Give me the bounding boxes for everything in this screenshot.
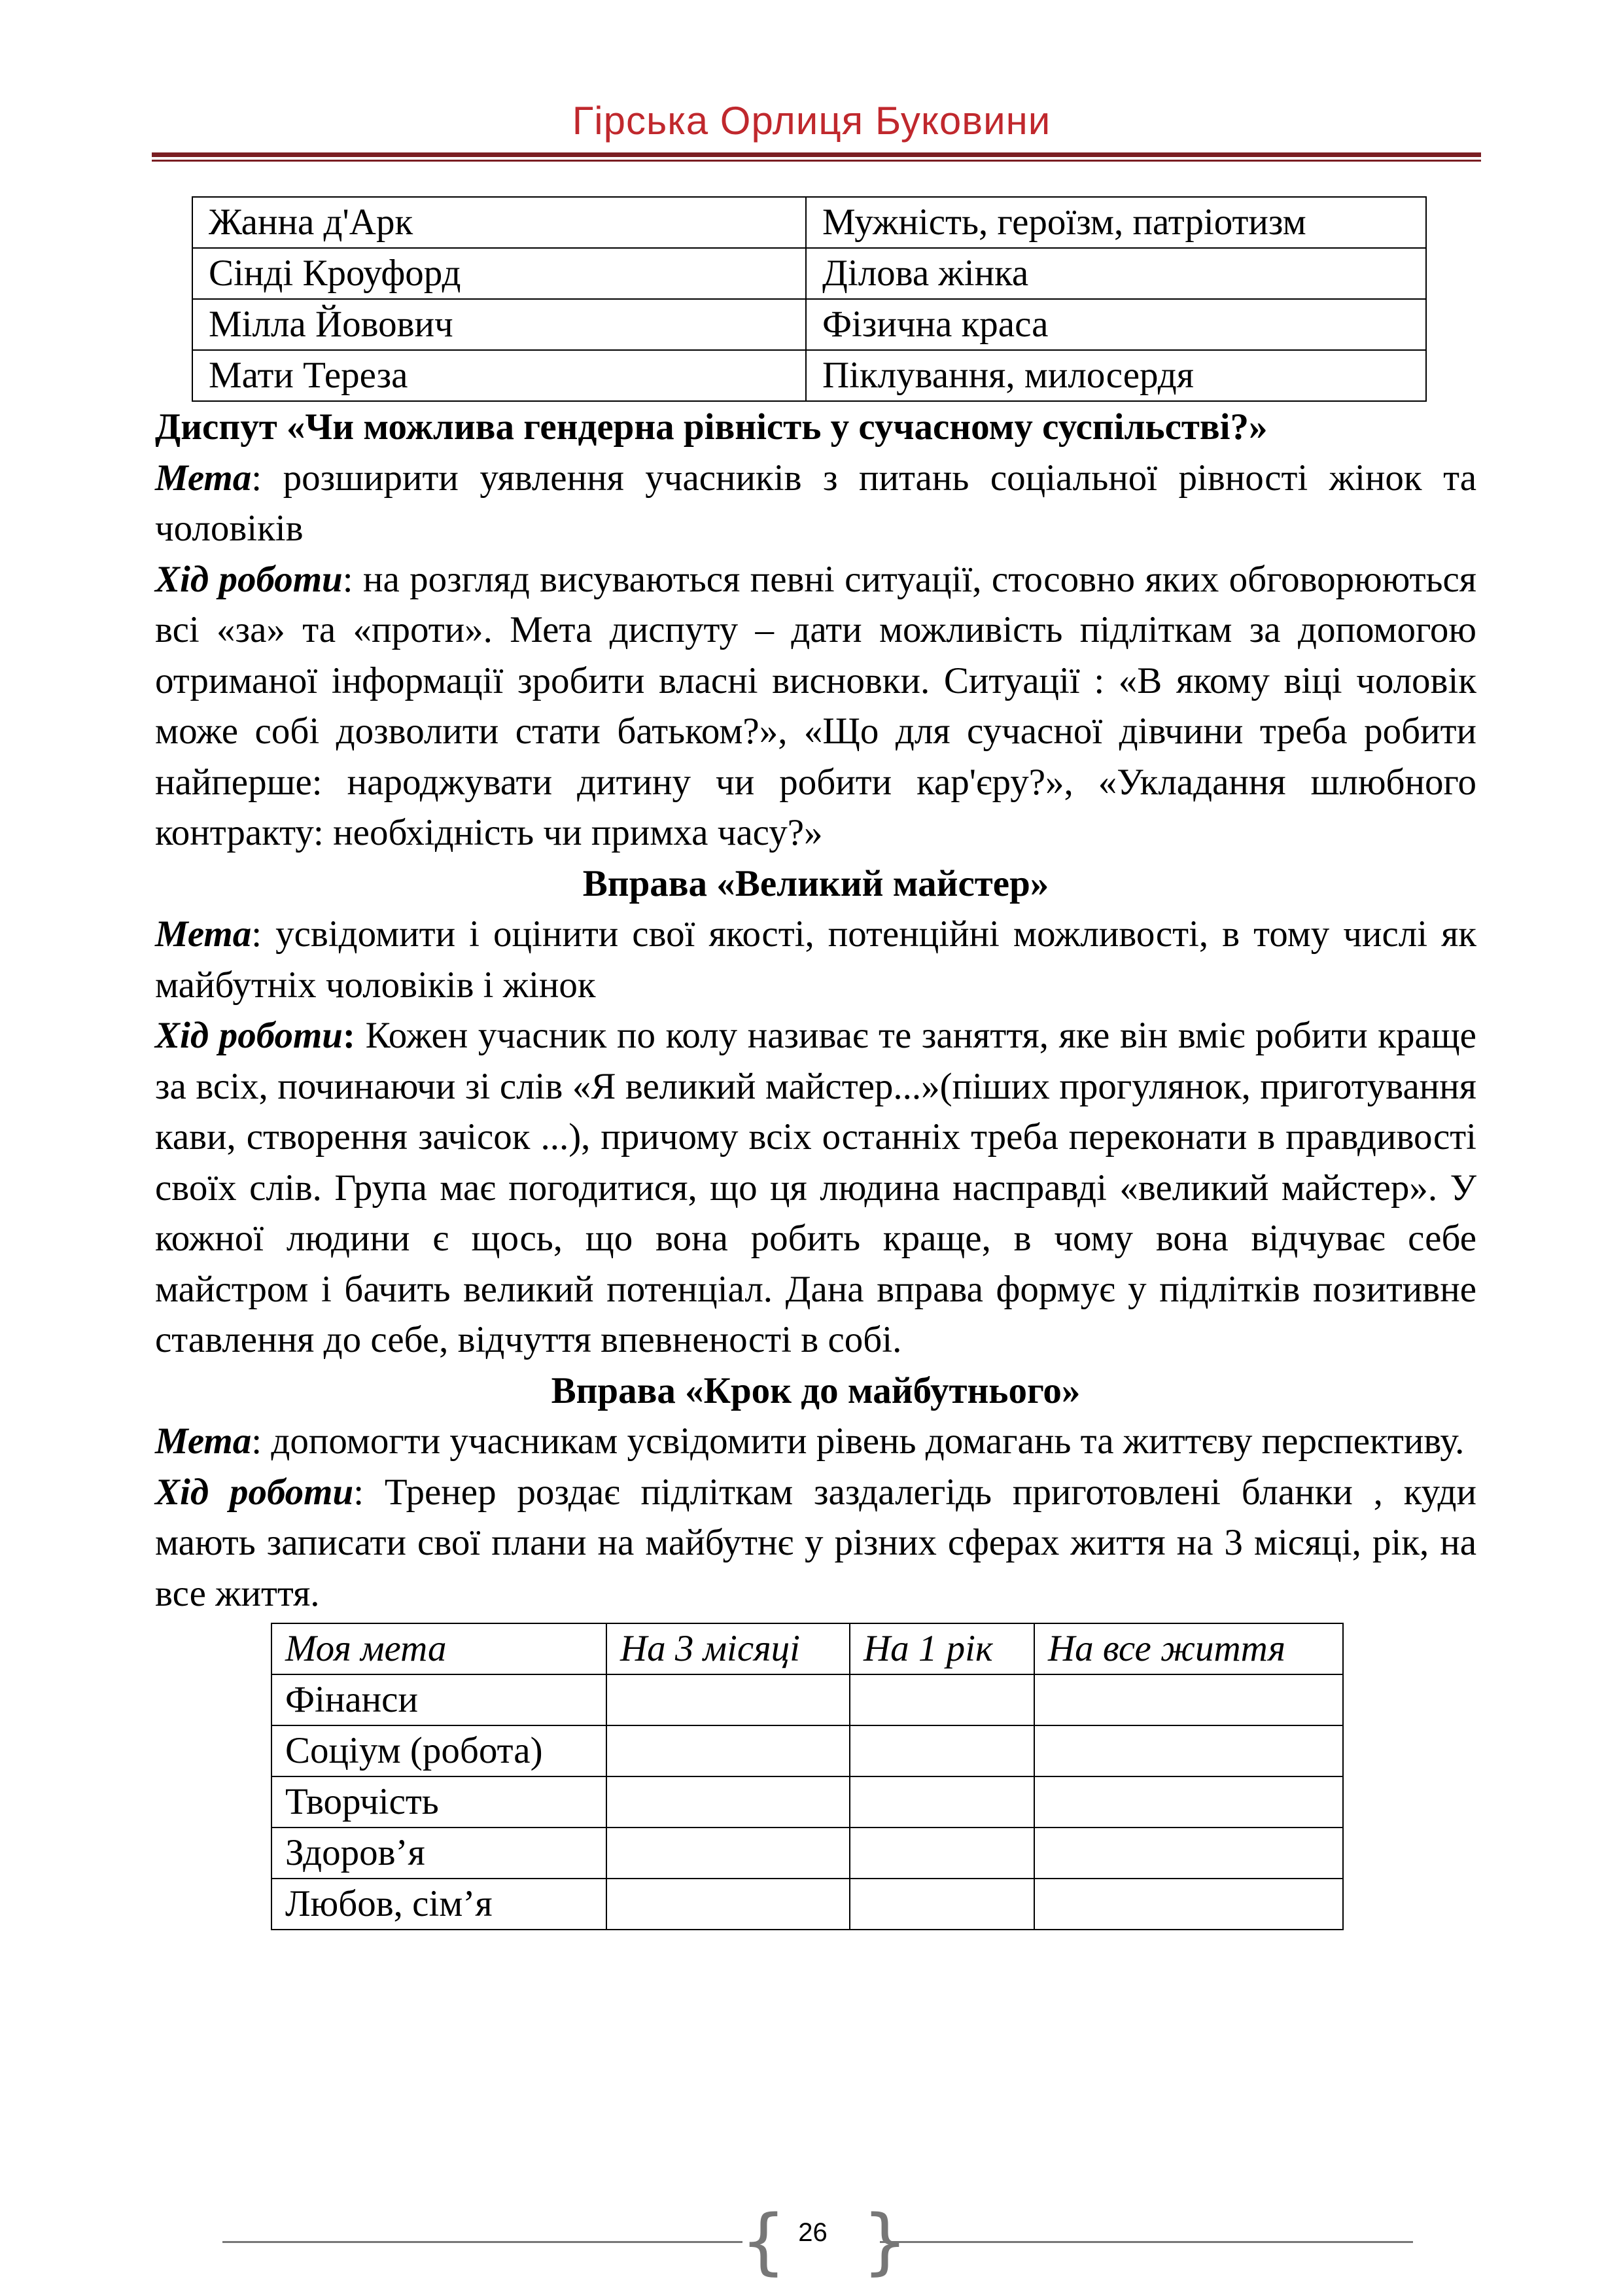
empty-cell	[606, 1828, 850, 1879]
empty-cell	[1034, 1776, 1343, 1828]
row-label: Фінанси	[271, 1674, 606, 1725]
right-brace-icon: }	[862, 2199, 908, 2283]
table-row	[192, 248, 1426, 299]
column-header: Моя мета	[271, 1623, 606, 1674]
paragraph-goal	[155, 453, 1476, 554]
paragraph-goal	[155, 909, 1476, 1010]
table-row	[271, 1674, 1343, 1725]
empty-cell	[606, 1674, 850, 1725]
table-row	[192, 197, 1426, 248]
paragraph-process	[155, 554, 1476, 858]
page-number: 26	[798, 2218, 828, 2247]
row-label: Соціум (робота)	[271, 1725, 606, 1776]
running-header-title: Гірська Орлиця Буковини	[572, 99, 1051, 143]
figures-qualities-table	[192, 196, 1427, 402]
empty-cell	[606, 1879, 850, 1930]
empty-cell	[1034, 1725, 1343, 1776]
table-cell: Мужність, героїзм, патріотизм	[806, 197, 1426, 248]
header-rule-thick	[152, 152, 1481, 157]
left-brace-icon: {	[741, 2199, 786, 2283]
process-label: Хід роботи	[155, 558, 343, 600]
row-label: Любов, сім’я	[271, 1879, 606, 1930]
goal-text: : розширити уявлення учасників з питань соціальної рівності жінок та чоловіків	[155, 457, 1476, 549]
empty-cell	[850, 1879, 1034, 1930]
header-rule-thin	[152, 160, 1481, 162]
section-heading-dispute: Диспут «Чи можлива гендерна рівність у сучасному суспільстві?»	[155, 406, 1268, 448]
paragraph-goal	[155, 1416, 1476, 1467]
column-header: На все життя	[1034, 1623, 1343, 1674]
empty-cell	[606, 1725, 850, 1776]
table-cell: Сінді Кроуфорд	[192, 248, 806, 299]
table-cell: Фізична краса	[806, 299, 1426, 350]
section-heading-step-future: Вправа «Крок до майбутнього»	[551, 1369, 1081, 1411]
table-header-row	[271, 1623, 1343, 1674]
goal-text: : усвідомити і оцінити свої якості, потенційні можливості, в тому числі як майбутніх чоловіків і жінок	[155, 913, 1476, 1006]
process-label: Хід роботи	[155, 1471, 354, 1513]
life-plan-table	[271, 1623, 1344, 1930]
footer-rule-right	[880, 2241, 1413, 2243]
paragraph-process	[155, 1467, 1476, 1619]
table-row	[271, 1776, 1343, 1828]
table-row	[271, 1828, 1343, 1879]
table-cell: Жанна д'Арк	[192, 197, 806, 248]
table-cell: Ділова жінка	[806, 248, 1426, 299]
empty-cell	[1034, 1674, 1343, 1725]
page-body	[155, 196, 1476, 1930]
empty-cell	[850, 1674, 1034, 1725]
table-row	[271, 1725, 1343, 1776]
goal-label: Мета	[155, 457, 252, 499]
row-label: Творчість	[271, 1776, 606, 1828]
table-row	[192, 299, 1426, 350]
footer-rule-left	[222, 2241, 742, 2243]
paragraph-process	[155, 1010, 1476, 1366]
empty-cell	[606, 1776, 850, 1828]
goal-label: Мета	[155, 913, 252, 955]
table-row	[271, 1879, 1343, 1930]
column-header: На 1 рік	[850, 1623, 1034, 1674]
process-text: : Тренер роздає підліткам заздалегідь приготовлені бланки , куди мають записати свої плани на майбутнє у різних сферах життя на 3 місяці, рік, на все життя.	[155, 1471, 1476, 1614]
goal-label: Мета	[155, 1421, 252, 1462]
process-text: : на розгляд висуваються певні ситуації, стосовно яких обговорюються всі «за» та «проти». Мета диспуту – дати можливість підліткам за допомогою отриманої інформації зробити власні висновки. Ситуації : «В якому віці чоловік може собі дозволити стати батьком?», «Що для сучасної дівчини треба робити найперше: народжувати дитину чи робити кар'єру?», «Укладання шлюбного контракту: необхідність чи примха часу?»	[155, 558, 1476, 853]
empty-cell	[1034, 1879, 1343, 1930]
empty-cell	[850, 1776, 1034, 1828]
empty-cell	[850, 1828, 1034, 1879]
process-label: Хід роботи	[155, 1015, 343, 1056]
process-colon: :	[342, 1015, 355, 1056]
table-row	[192, 350, 1426, 401]
empty-cell	[1034, 1828, 1343, 1879]
column-header: На 3 місяці	[606, 1623, 850, 1674]
table-cell: Піклування, милосердя	[806, 350, 1426, 401]
table-cell: Мати Тереза	[192, 350, 806, 401]
row-label: Здоров’я	[271, 1828, 606, 1879]
table-cell: Мілла Йовович	[192, 299, 806, 350]
section-heading-great-master: Вправа «Великий майстер»	[582, 862, 1049, 904]
goal-text: : допомогти учасникам усвідомити рівень домагань та життєву перспективу.	[251, 1421, 1465, 1462]
process-text: Кожен учасник по колу називає те заняття, яке він вміє робити краще за всіх, починаючи зі слів «Я великий майстер...»(піших прогулянок, приготування кави, створення зачісок ...), причому всіх останніх треба переконати в правдивості своїх слів. Група має погодитися, що ця людина насправді «великий майстер». У кожної людини є щось, що вона робить краще, в чому вона відчуває себе майстром і бачить великий потенціал. Дана вправа формує у підлітків позитивне ставлення до себе, відчуття впевненості в собі.	[155, 1015, 1476, 1360]
empty-cell	[850, 1725, 1034, 1776]
